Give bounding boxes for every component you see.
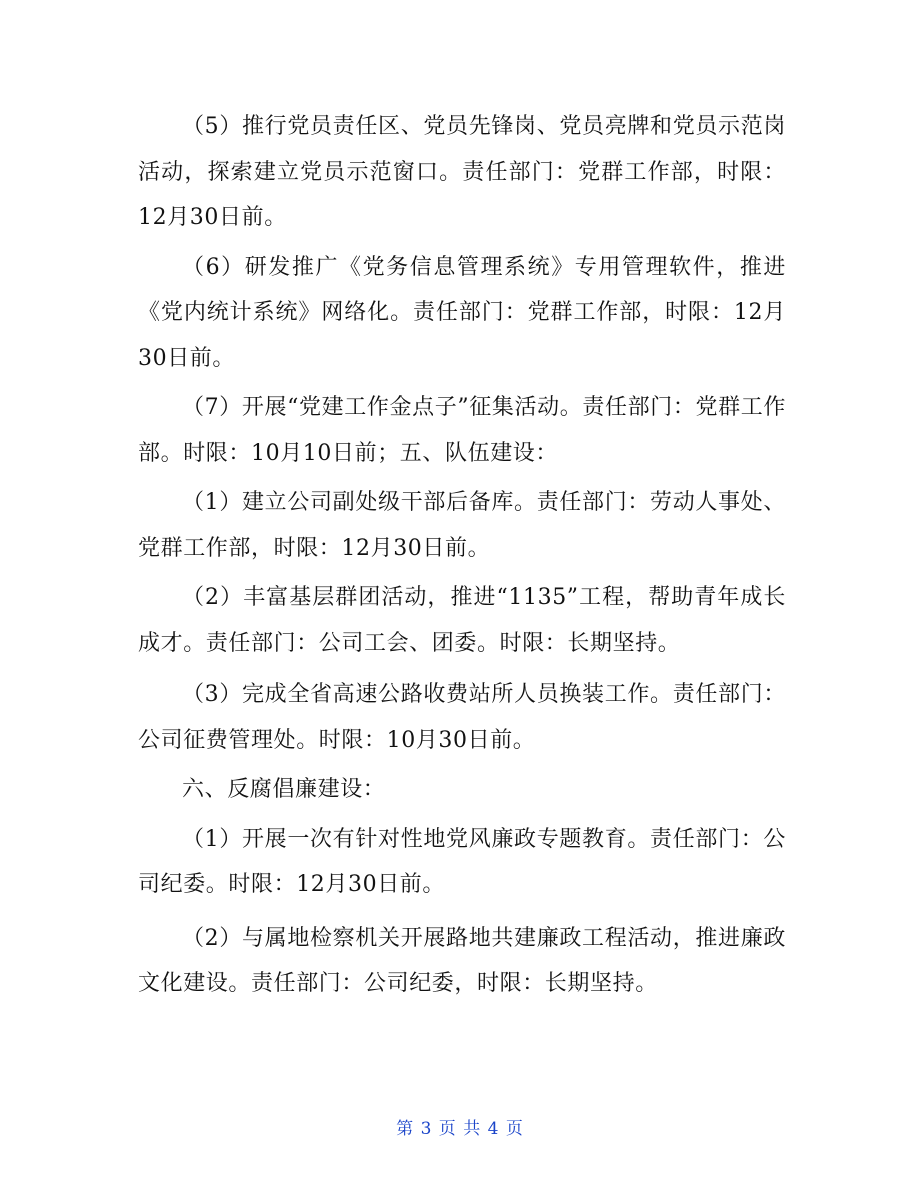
document-body [138,104,786,1011]
paragraph-anticorruption-item-2: （2）与属地检察机关开展路地共建廉政工程活动，推进廉政文化建设。责任部门：公司纪委，时限：长期坚持。 [138,925,786,996]
section-heading-anti-corruption: 六、反腐倡廉建设： [182,777,386,802]
paragraph-team-item-1: （1）建立公司副处级干部后备库。责任部门：劳动人事处、党群工作部，时限：12月30日前。 [138,490,786,561]
paragraph-item-5-model-posts: （5）推行党员责任区、党员先锋岗、党员亮牌和党员示范岗活动，探索建立党员示范窗口。责任部门：党群工作部，时限：12月30日前。 [138,114,786,230]
paragraph-anticorruption-item-1: （1）开展一次有针对性地党风廉政专题教育。责任部门：公司纪委。时限：12月30日前。 [138,826,786,897]
paragraph-item-6-software: （6）研发推广《党务信息管理系统》专用管理软件，推进《党内统计系统》网络化。责任部门：党群工作部，时限：12月30日前。 [138,254,786,371]
page-number-footer: 第 3 页 共 4 页 [396,1119,524,1139]
paragraph-team-item-2: （2）丰富基层群团活动，推进“1135”工程，帮助青年成长成才。责任部门：公司工会、团委。时限：长期坚持。 [138,585,786,656]
paragraph-team-item-3: （3）完成全省高速公路收费站所人员换装工作。责任部门：公司征费管理处。时限：10月30日前。 [138,682,786,753]
paragraph-item-7-golden-ideas: （7）开展“党建工作金点子”征集活动。责任部门：党群工作部。时限：10月10日前；五、队伍建设： [138,395,786,466]
